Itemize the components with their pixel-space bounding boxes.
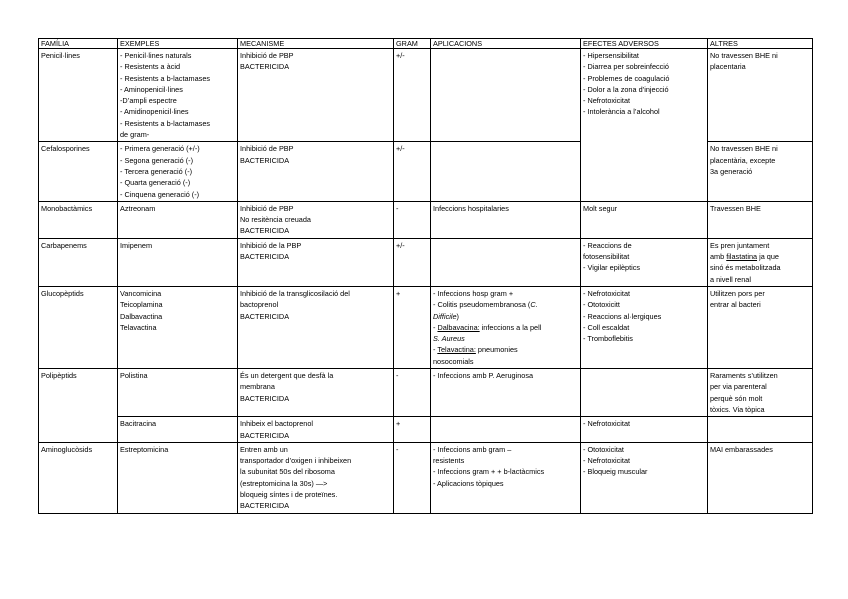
exemples-cell: Bacitracina [118, 417, 238, 443]
header-gram: GRAM [394, 39, 431, 49]
gram-cell: + [394, 417, 431, 443]
exemples-cell: - Penicil·lines naturals - Resistents a àcid - Resistents a b-lactamases - Aminopenicil·lines -D’ampli espectre - Amidinopenicil·lines - Resistents a b-lactamases de gram- [118, 49, 238, 142]
gram-cell: - [394, 369, 431, 417]
efectes-cell: - Ototoxicitat - Nefrotoxicitat - Bloqueig muscular [581, 442, 708, 513]
mecanisme-cell: Inhibició de la transglicosilació del bactoprenol BACTERICIDA [238, 286, 394, 368]
exemples-cell: Vancomicina Teicoplamina Dalbavactina Telavactina [118, 286, 238, 368]
mecanisme-cell: És un detergent que desfà la membrana BACTERICIDA [238, 369, 394, 417]
altres-cell: Travessen BHE [708, 201, 813, 238]
header-mecanisme: MECANISME [238, 39, 394, 49]
altres-cell: Es pren juntament amb filastatina ja que sinó és metabolitzada a nivell renal [708, 238, 813, 286]
altres-cell: MAI embarassades [708, 442, 813, 513]
exemples-cell: Aztreonam [118, 201, 238, 238]
familia-cell: Monobactàmics [39, 201, 118, 238]
exemples-cell: Imipenem [118, 238, 238, 286]
altres-cell: No travessen BHE ni placentaria [708, 49, 813, 142]
header-altres: ALTRES [708, 39, 813, 49]
efectes-cell: - Nefrotoxicitat [581, 417, 708, 443]
table-row [39, 238, 813, 286]
gram-cell: +/- [394, 49, 431, 142]
familia-cell: Penicil·lines [39, 49, 118, 142]
gram-cell: +/- [394, 238, 431, 286]
header-efectes: EFECTES ADVERSOS [581, 39, 708, 49]
exemples-cell: Estreptomicina [118, 442, 238, 513]
efectes-cell: - Nefrotoxicitat - Ototoxicitt - Reaccions al·lergiques - Coll escaldat - Tromboflebitis [581, 286, 708, 368]
familia-cell: Polipèptids [39, 369, 118, 443]
familia-cell: Aminoglucòsids [39, 442, 118, 513]
exemples-cell: Polistina [118, 369, 238, 417]
mecanisme-cell: Inhibeix el bactoprenol BACTERICIDA [238, 417, 394, 443]
altres-cell [708, 417, 813, 443]
gram-cell: - [394, 442, 431, 513]
mecanisme-cell: Inhibició de PBP BACTERICIDA [238, 142, 394, 201]
altres-cell: Utilitzen pors per entrar al bacteri [708, 286, 813, 368]
mecanisme-cell: Inhibició de la PBP BACTERICIDA [238, 238, 394, 286]
gram-cell: +/- [394, 142, 431, 201]
aplicacions-cell [431, 142, 581, 201]
aplicacions-cell [431, 417, 581, 443]
altres-cell: No travessen BHE ni placentària, excepte 3a generació [708, 142, 813, 201]
familia-cell: Carbapenems [39, 238, 118, 286]
header-row [39, 39, 813, 49]
mecanisme-cell: Inhibició de PBP BACTERICIDA [238, 49, 394, 142]
mecanisme-cell: Entren amb un transportador d’oxigen i inhibeixen la subunitat 50s del ribosoma (estreptomicina la 30s) —> bloqueig síntes i de proteïnes. BACTERICIDA [238, 442, 394, 513]
aplicacions-cell: - Infeccions amb gram – resistents - Infeccions gram + + b-lactàcmics - Aplicacions tòpiques [431, 442, 581, 513]
gram-cell: + [394, 286, 431, 368]
efectes-cell: Molt segur [581, 201, 708, 238]
aplicacions-cell: - Infeccions hosp gram + - Colitis pseudomembranosa (C. Difficile) - Dalbavacina: infeccions a la pell S. Aureus - Telavactina: pneumonies nosocomials [431, 286, 581, 368]
efectes-cell [581, 369, 708, 417]
exemples-cell: - Primera generació (+/-) - Segona generació (-) - Tercera generació (-) - Quarta generació (-) - Cinquena generació (-) [118, 142, 238, 201]
altres-cell: Raraments s’utilitzen per via parenteral perquè són molt tòxics. Via tòpica [708, 369, 813, 417]
mecanisme-cell: Inhibició de PBP No resitència creuada BACTERICIDA [238, 201, 394, 238]
table-row [39, 286, 813, 368]
aplicacions-cell [431, 238, 581, 286]
aplicacions-cell: Infeccions hospitalaries [431, 201, 581, 238]
header-familia: FAMÍLIA [39, 39, 118, 49]
aplicacions-cell [431, 49, 581, 142]
aplicacions-cell: - Infeccions amb P. Aeruginosa [431, 369, 581, 417]
table-row [39, 417, 813, 443]
efectes-cell: - Reaccions de fotosensibilitat - Vigilar epilèptics [581, 238, 708, 286]
gram-cell: - [394, 201, 431, 238]
familia-cell: Glucopèptids [39, 286, 118, 368]
header-exemples: EXEMPLES [118, 39, 238, 49]
table-row [39, 49, 813, 142]
header-aplicacions: APLICACIONS [431, 39, 581, 49]
efectes-cell: - Hipersensibilitat - Diarrea per sobreinfecció - Problemes de coagulació - Dolor a la zona d’injecció - Nefrotoxicitat - Intolerància a l’alcohol [581, 49, 708, 202]
table-row [39, 201, 813, 238]
table-row [39, 442, 813, 513]
familia-cell: Cefalosporines [39, 142, 118, 201]
table-row [39, 369, 813, 417]
antibiotics-table [38, 38, 813, 514]
